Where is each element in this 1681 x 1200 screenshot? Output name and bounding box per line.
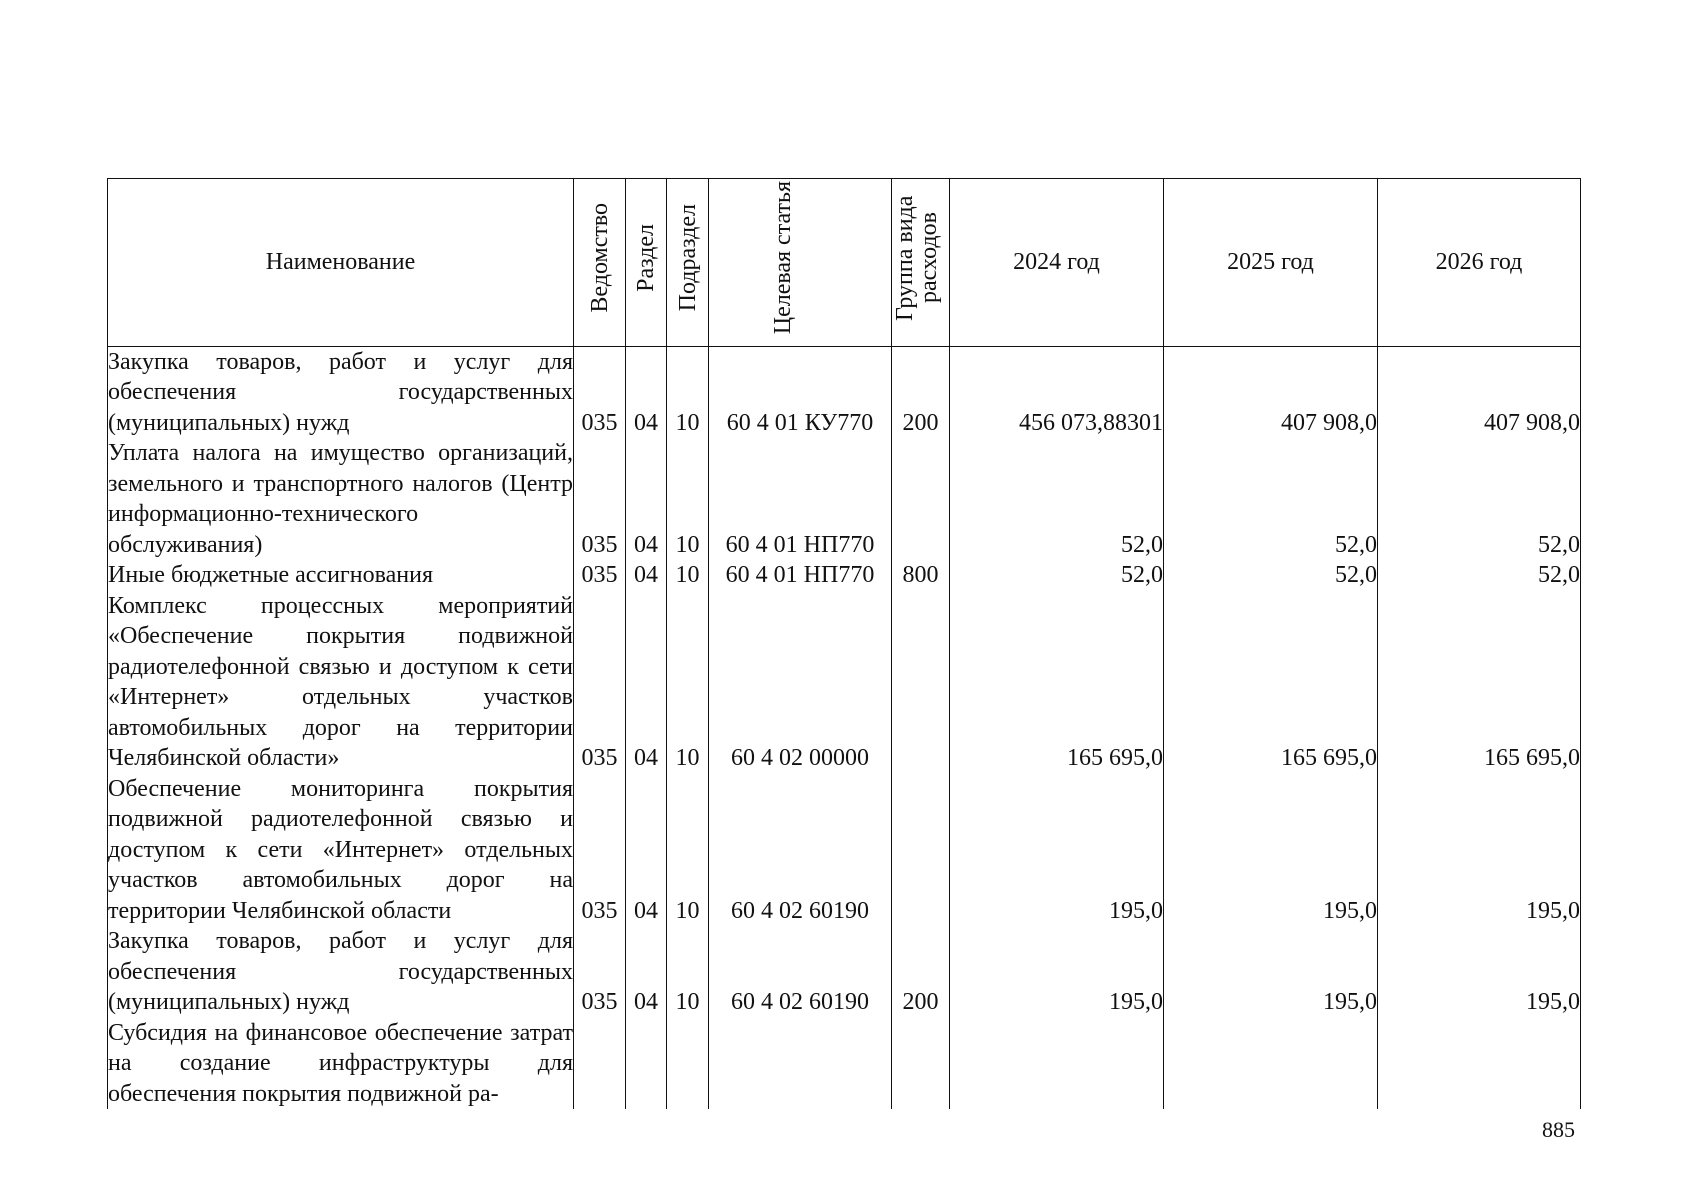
row-subsection: 10 (667, 560, 709, 591)
header-dept: Ведомство (574, 179, 626, 347)
header-section: Раздел (626, 179, 667, 347)
row-subsection: 10 (667, 591, 709, 774)
row-name: Обеспечение мониторинга покрытия подвижной радиотелефонной связью и доступом к сети «Интернет» отдельных участков автомобильных дорог на территории Челябинской области (108, 774, 574, 927)
row-2026: 165 695,0 (1378, 591, 1581, 774)
row-target: 60 4 02 60190 (709, 774, 892, 927)
header-2024: 2024 год (950, 179, 1164, 347)
row-section: 04 (626, 346, 667, 438)
row-dept (574, 1018, 626, 1110)
row-2026: 195,0 (1378, 774, 1581, 927)
row-2024: 456 073,88301 (950, 346, 1164, 438)
table-row (108, 591, 1581, 774)
row-2024: 195,0 (950, 926, 1164, 1018)
budget-table (107, 178, 1581, 1109)
row-section (626, 1018, 667, 1110)
row-2025: 407 908,0 (1164, 346, 1378, 438)
header-subsection: Подраздел (667, 179, 709, 347)
row-2026: 195,0 (1378, 926, 1581, 1018)
row-2024: 52,0 (950, 438, 1164, 560)
row-name: Субсидия на финансовое обеспечение затрат на создание инфраструктуры для обеспечения покрытия подвижной ра- (108, 1018, 574, 1110)
row-group (892, 438, 950, 560)
row-target: 60 4 02 00000 (709, 591, 892, 774)
row-dept: 035 (574, 560, 626, 591)
row-name: Закупка товаров, работ и услуг для обеспечения государственных (муниципальных) нужд (108, 346, 574, 438)
row-name: Иные бюджетные ассигнования (108, 560, 574, 591)
row-group (892, 774, 950, 927)
row-subsection (667, 1018, 709, 1110)
row-target: 60 4 01 НП770 (709, 560, 892, 591)
table-row (108, 438, 1581, 560)
header-target-article: Целевая статья (709, 179, 892, 347)
header-2026: 2026 год (1378, 179, 1581, 347)
row-subsection: 10 (667, 346, 709, 438)
row-2026 (1378, 1018, 1581, 1110)
row-section: 04 (626, 926, 667, 1018)
row-section: 04 (626, 774, 667, 927)
row-2024: 195,0 (950, 774, 1164, 927)
row-dept: 035 (574, 438, 626, 560)
row-2026: 407 908,0 (1378, 346, 1581, 438)
row-2024 (950, 1018, 1164, 1110)
row-name: Комплекс процессных мероприятий «Обеспечение покрытия подвижной радиотелефонной связью и доступом к сети «Интернет» отдельных участков автомобильных дорог на территории Челябинской области» (108, 591, 574, 774)
row-2025 (1164, 1018, 1378, 1110)
row-2025: 165 695,0 (1164, 591, 1378, 774)
row-2025: 52,0 (1164, 438, 1378, 560)
table-row (108, 346, 1581, 438)
row-target: 60 4 01 КУ770 (709, 346, 892, 438)
table-row (108, 1018, 1581, 1110)
row-dept: 035 (574, 926, 626, 1018)
table-row (108, 560, 1581, 591)
row-group: 200 (892, 346, 950, 438)
row-target: 60 4 02 60190 (709, 926, 892, 1018)
row-group (892, 1018, 950, 1110)
header-2025: 2025 год (1164, 179, 1378, 347)
row-section: 04 (626, 560, 667, 591)
row-target: 60 4 01 НП770 (709, 438, 892, 560)
row-2025: 52,0 (1164, 560, 1378, 591)
header-name: Наименование (108, 179, 574, 347)
table-row (108, 774, 1581, 927)
row-section: 04 (626, 591, 667, 774)
row-name: Уплата налога на имущество организаций, земельного и транспортного налогов (Центр информационно-технического обслуживания) (108, 438, 574, 560)
row-target (709, 1018, 892, 1110)
row-group: 800 (892, 560, 950, 591)
row-subsection: 10 (667, 774, 709, 927)
table-row (108, 926, 1581, 1018)
row-2025: 195,0 (1164, 774, 1378, 927)
row-group: 200 (892, 926, 950, 1018)
row-dept: 035 (574, 774, 626, 927)
row-2024: 52,0 (950, 560, 1164, 591)
row-section: 04 (626, 438, 667, 560)
row-subsection: 10 (667, 438, 709, 560)
row-group (892, 591, 950, 774)
header-expense-group: Группа вида расходов (892, 179, 950, 347)
row-2025: 195,0 (1164, 926, 1378, 1018)
row-2024: 165 695,0 (950, 591, 1164, 774)
row-dept: 035 (574, 346, 626, 438)
row-2026: 52,0 (1378, 560, 1581, 591)
row-dept: 035 (574, 591, 626, 774)
row-2026: 52,0 (1378, 438, 1581, 560)
header-row (108, 179, 1581, 347)
row-subsection: 10 (667, 926, 709, 1018)
page-number: 885 (1542, 1117, 1575, 1142)
row-name: Закупка товаров, работ и услуг для обеспечения государственных (муниципальных) нужд (108, 926, 574, 1018)
